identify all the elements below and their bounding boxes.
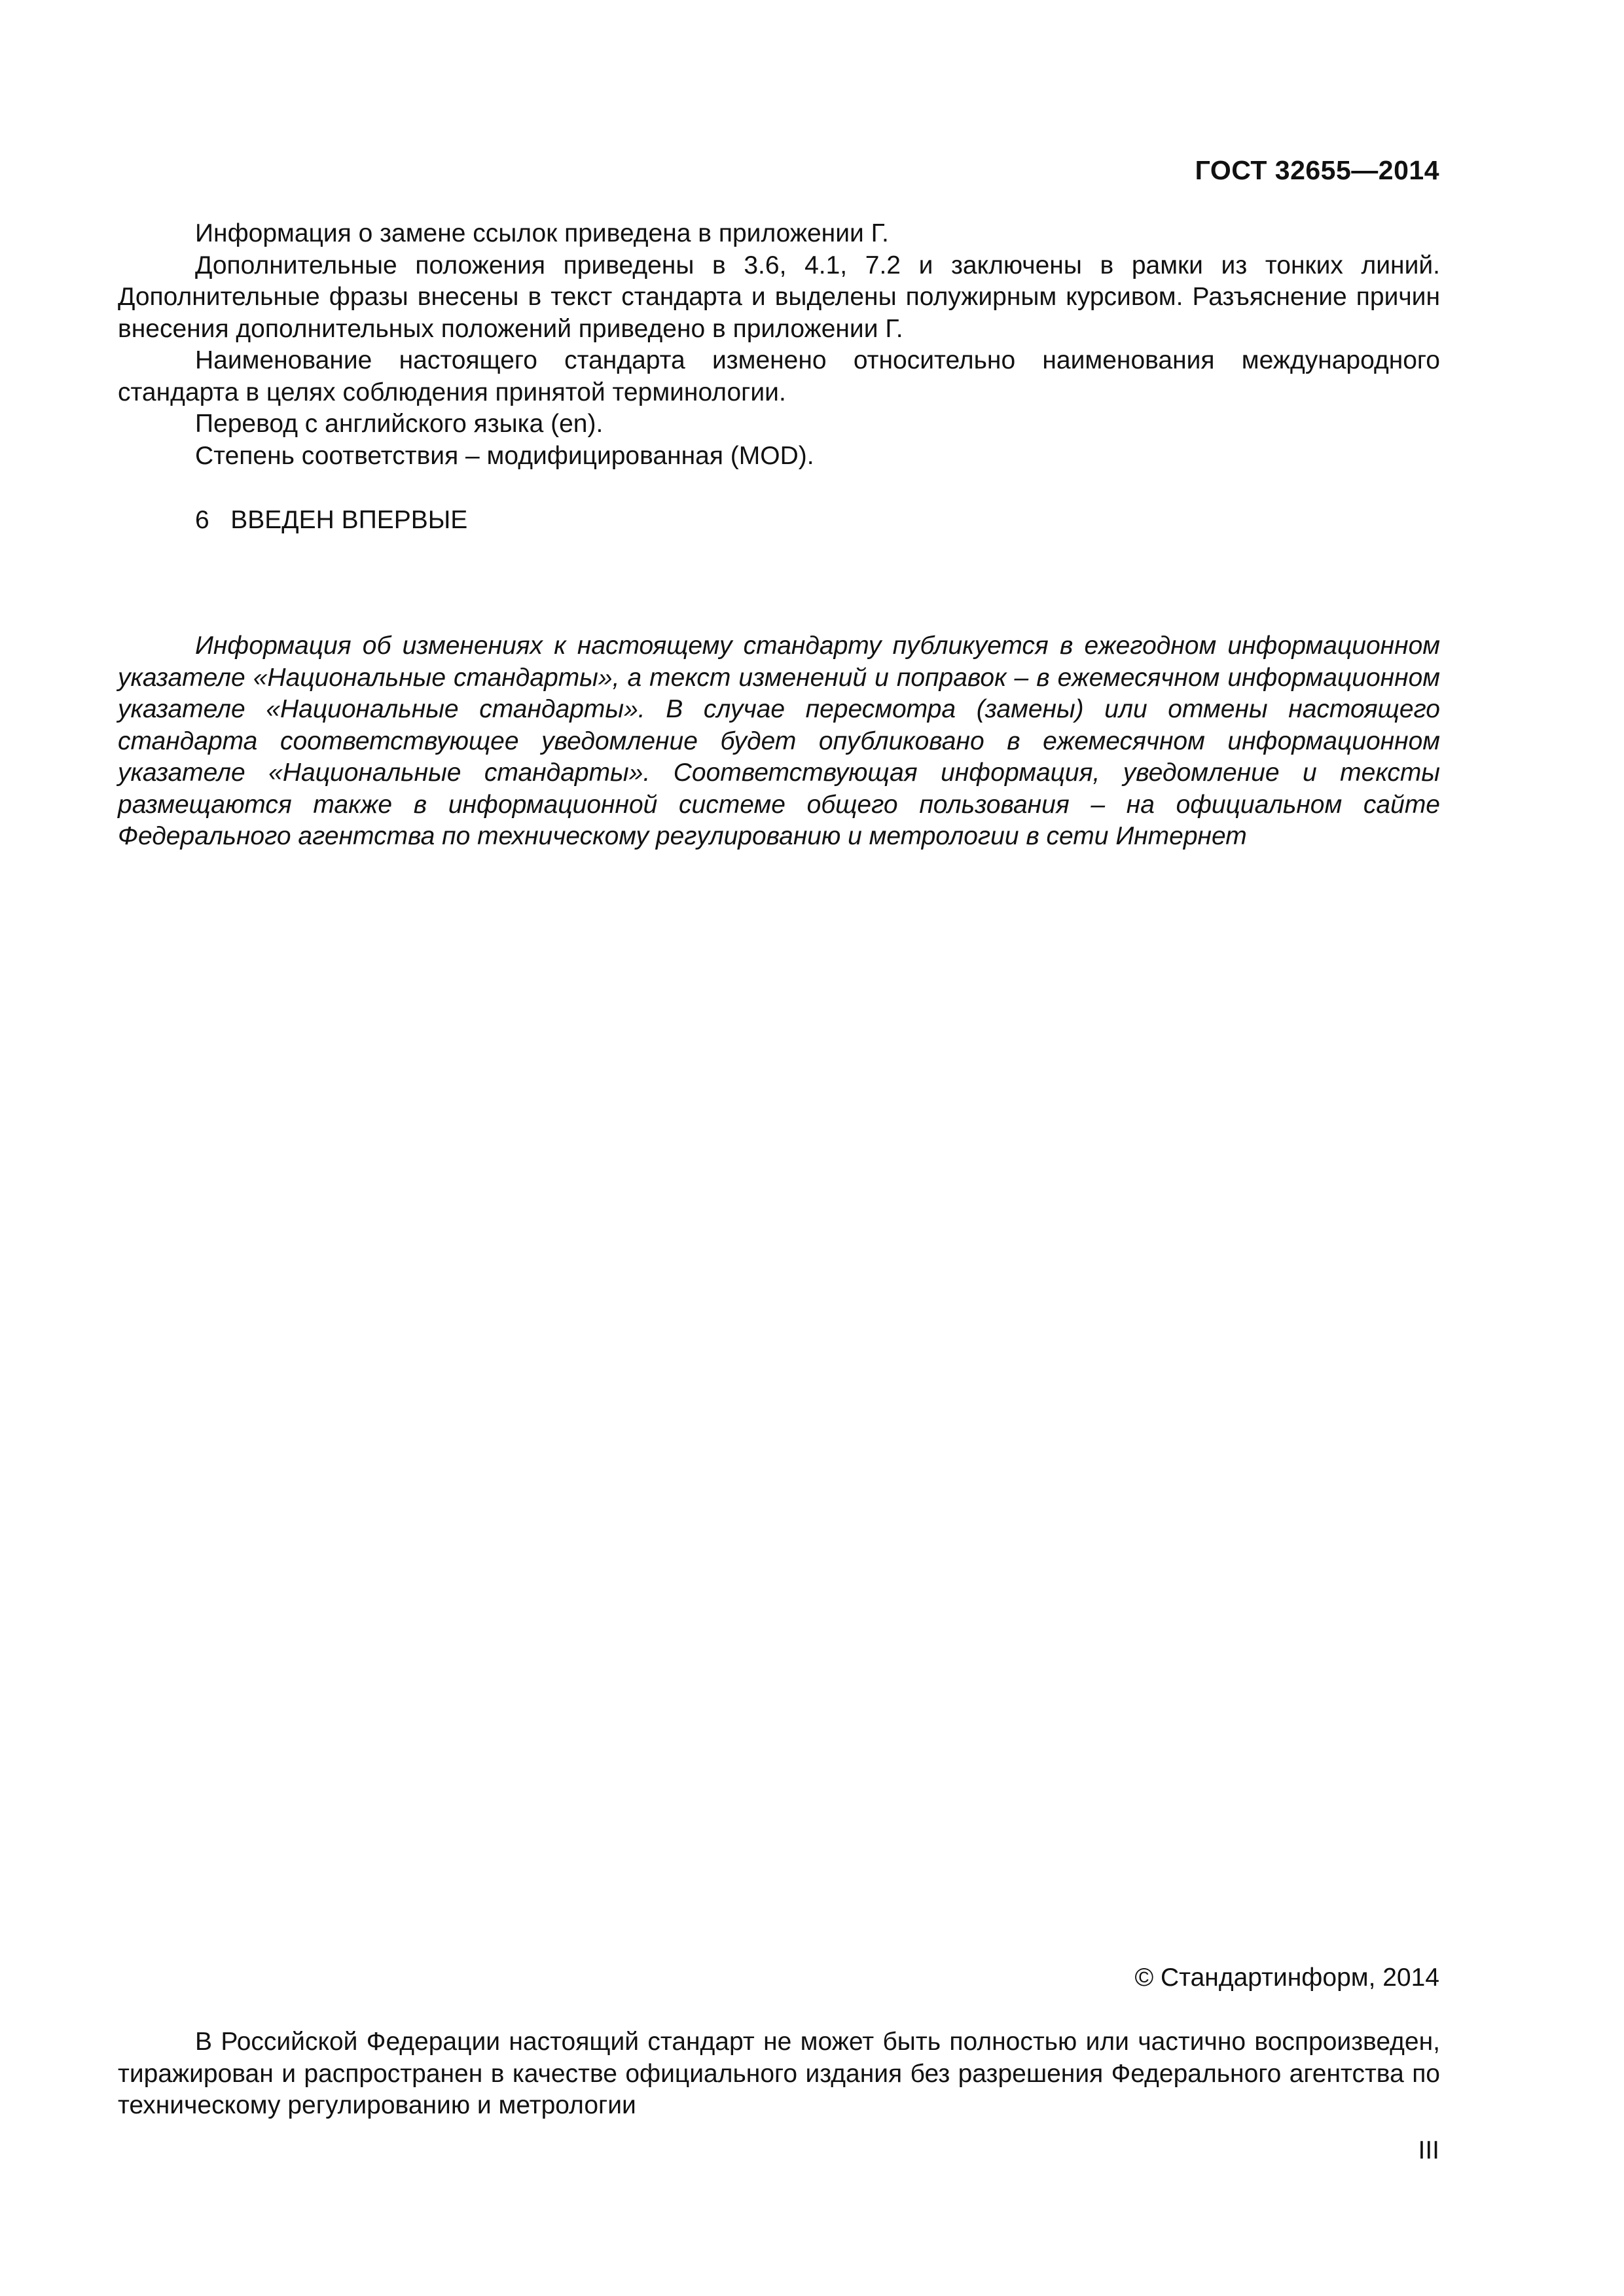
additional-provisions-paragraph: Дополнительные положения приведены в 3.6, 4.1, 7.2 и заключены в рамки из тонких линий. Дополнительные фразы внесены в текст стандарта и выделены полужирным курсивом. Разъяснение причин внесения дополнительных положений приведено в приложении Г. (118, 251, 1440, 343)
page-number: III (1418, 2136, 1439, 2164)
intro-section (118, 218, 1440, 472)
reproduction-restriction-paragraph: В Российской Федерации настоящий стандарт не может быть полностью или частично воспроизведен, тиражирован и распространен в качестве официального издания без разрешения Федерального агентства по техническому регулированию и метрологии (118, 2028, 1440, 2119)
conformity-degree-paragraph: Степень соответствия – модифицированная (MOD). (195, 441, 814, 470)
changes-notice-paragraph: Информация об изменениях к настоящему стандарту публикуется в ежегодном информационном указателе «Национальные стандарты», а текст изменений и поправок – в ежемесячном информационном указателе «Национальные стандарты». В случае пересмотра (замены) или отмены настоящего стандарта соответствующее уведомление будет опубликовано в ежемесячном информационном указателе «Национальные стандарты». Соответствующая информация, уведомление и тексты размещаются также в информационной системе общего пользования – на официальном сайте Федерального агентства по техническому регулированию и метрологии в сети Интернет (118, 632, 1440, 850)
reproduction-restriction-section (118, 2026, 1440, 2122)
standard-id-header: ГОСТ 32655—2014 (1195, 155, 1439, 185)
references-replacement-paragraph: Информация о замене ссылок приведена в приложении Г. (195, 219, 889, 247)
title-change-paragraph: Наименование настоящего стандарта изменено относительно наименования международного стандарта в целях соблюдения принятой терминологии. (118, 346, 1440, 406)
changes-notice-section (118, 630, 1440, 853)
copyright-notice: © Стандартинформ, 2014 (1134, 1964, 1439, 1992)
section-text: ВВЕДЕН ВПЕРВЫЕ (230, 506, 468, 534)
section-6-heading (195, 505, 467, 536)
translation-paragraph: Перевод с английского языка (en). (195, 410, 604, 438)
section-number: 6 (195, 506, 209, 534)
